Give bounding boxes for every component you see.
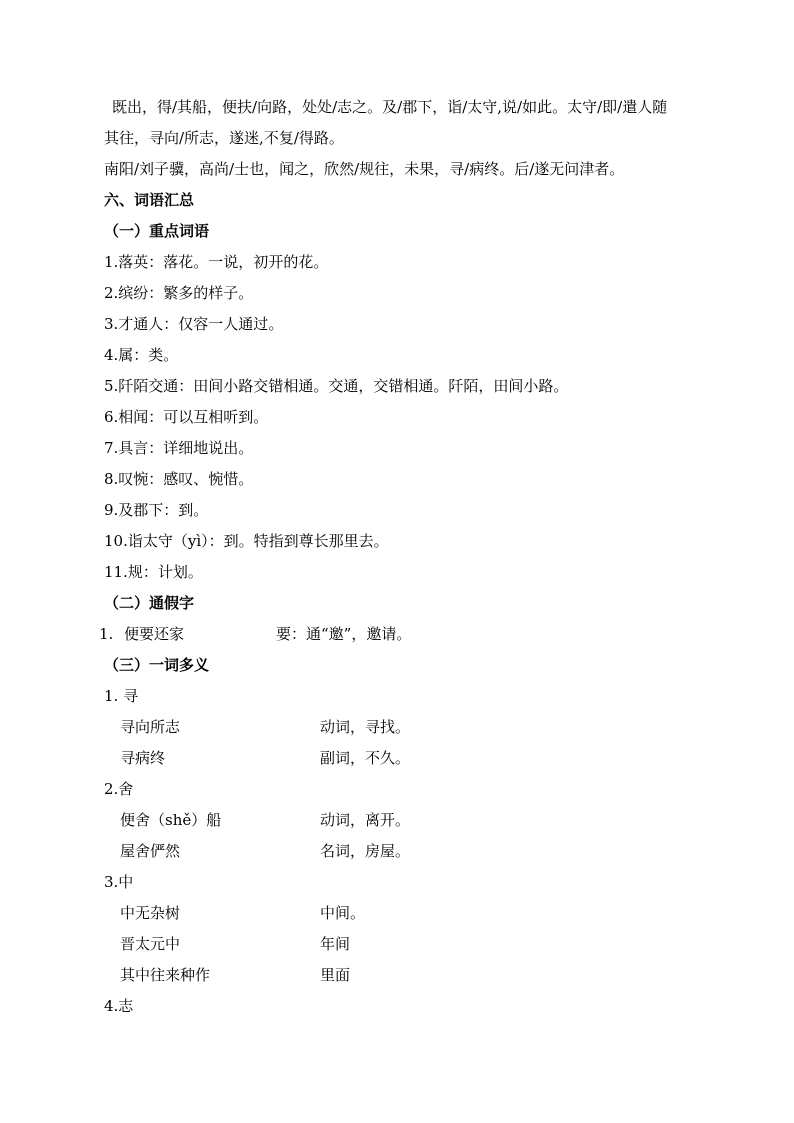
list-item: 2.缤纷：繁多的样子。: [104, 284, 254, 302]
loan-char-number: 1.: [99, 625, 114, 643]
list-item: 6.相闻：可以互相听到。: [104, 408, 269, 426]
polysemy-meaning: 副词，不久。: [320, 749, 411, 767]
polysemy-group-head: 1. 寻: [104, 687, 139, 705]
polysemy-phrase: 其中往来种作: [120, 966, 211, 984]
polysemy-phrase: 便舍（shě）船: [120, 811, 222, 829]
paragraph-2: 南阳/刘子骥，高尚/士也，闻之，欣然/规往，未果，寻/病终。后/遂无问津者。: [104, 160, 625, 178]
polysemy-phrase: 晋太元中: [120, 935, 181, 953]
subsection-heading-key-words: （一）重点词语: [104, 222, 210, 240]
list-item: 9.及郡下：到。: [104, 501, 209, 519]
polysemy-meaning: 动词，离开。: [320, 811, 411, 829]
list-item: 7.具言：详细地说出。: [104, 439, 254, 457]
list-item: 11.规：计划。: [104, 563, 203, 581]
list-item: 5.阡陌交通：田间小路交错相通。交通，交错相通。阡陌，田间小路。: [104, 377, 569, 395]
list-item: 8.叹惋：感叹、惋惜。: [104, 470, 254, 488]
polysemy-meaning: 年间: [320, 935, 351, 953]
polysemy-group-head: 4.志: [104, 997, 134, 1015]
polysemy-meaning: 中间。: [320, 904, 366, 922]
paragraph-1-line-1: 既出，得/其船，便扶/向路，处处/志之。及/郡下，诣/太守,说/如此。太守/即/遣人随: [112, 98, 668, 116]
list-item: 1.落英：落花。一说，初开的花。: [104, 253, 329, 271]
polysemy-phrase: 中无杂树: [120, 904, 181, 922]
polysemy-meaning: 动词，寻找。: [320, 718, 411, 736]
polysemy-meaning: 里面: [320, 966, 351, 984]
list-item: 3.才通人：仅容一人通过。: [104, 315, 284, 333]
loan-char-definition: 要：通“邀”，邀请。: [276, 625, 412, 643]
polysemy-phrase: 寻向所志: [120, 718, 181, 736]
polysemy-meaning: 名词，房屋。: [320, 842, 411, 860]
polysemy-phrase: 屋舍俨然: [120, 842, 181, 860]
polysemy-group-head: 3.中: [104, 873, 134, 891]
subsection-heading-polysemy: （三）一词多义: [104, 656, 210, 674]
section-heading: 六、词语汇总: [104, 191, 195, 209]
polysemy-phrase: 寻病终: [120, 749, 166, 767]
polysemy-group-head: 2.舍: [104, 780, 134, 798]
list-item: 10.诣太守（yì）：到。特指到尊长那里去。: [104, 532, 389, 550]
subsection-heading-loan-characters: （二）通假字: [104, 594, 195, 612]
list-item: 4.属：类。: [104, 346, 179, 364]
loan-char-word: 便要还家: [124, 625, 185, 643]
paragraph-1-line-2: 其往，寻向/所志，遂迷,不复/得路。: [104, 129, 344, 147]
